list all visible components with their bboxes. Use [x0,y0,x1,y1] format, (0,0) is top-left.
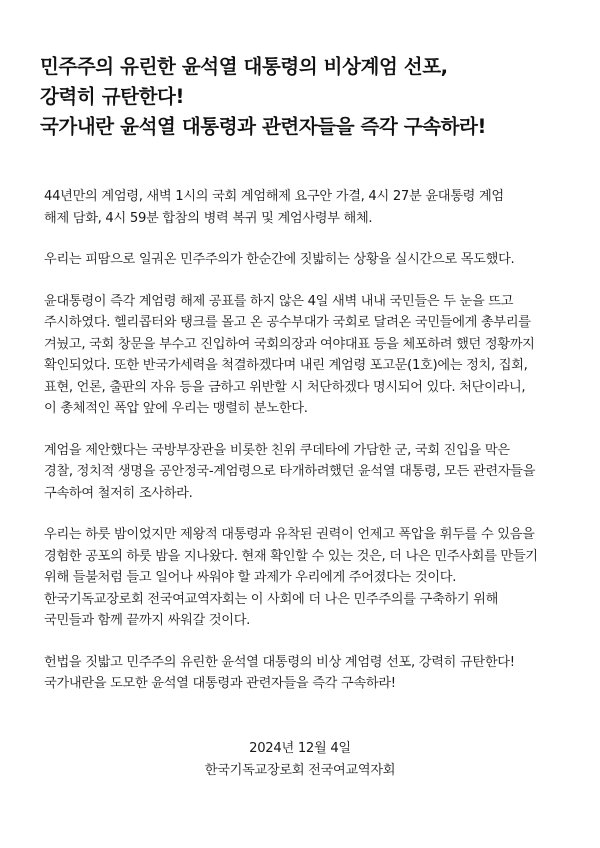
body-line: 계엄을 제안했다는 국방부장관을 비롯한 친위 쿠데타에 가담한 군, 국회 진입을 막은 [44,442,510,458]
statement-body [40,186,560,695]
body-line: 해제 담화, 4시 59분 합참의 병력 복귀 및 계엄사령부 해체. [44,210,373,226]
body-line: 44년만의 계엄령, 새벽 1시의 국회 계엄해제 요구안 가결, 4시 27분 윤대통령 계엄 [44,189,504,204]
title-line: 국가내란 윤석열 대통령과 관련자들을 즉각 구속하라! [40,115,487,138]
body-line: 헌법을 짓밟고 민주주의 유린한 윤석열 대통령의 비상 계엄령 선포, 강력히 규탄한다! [44,654,515,670]
body-line: 경찰, 정치적 생명을 공안정국-계엄령으로 타개하려했던 윤석열 대통령, 모든 관련자들을 [44,464,536,479]
body-line: 주시하였다. 헬리콥터와 탱크를 몰고 온 공수부대가 국회로 달려온 국민들에게 총부리를 [44,315,531,330]
body-line: 윤대통령이 즉각 계엄령 해제 공표를 하지 않은 4일 새벽 내내 국민들은 두 눈을 뜨고 [44,293,514,309]
body-line: 이 총체적인 폭압 앞에 우리는 맹렬히 분노한다. [44,401,308,416]
paragraph-demand-investigation [40,440,560,505]
signature-block [0,738,600,782]
body-line: 우리는 하룻 밤이었지만 제왕적 대통령과 유착된 권력이 언제고 폭압을 휘두를 수 있음을 [44,527,535,542]
body-line: 국가내란을 도모한 윤석열 대통령과 관련자들을 즉각 구속하라! [44,676,396,691]
body-line: 경험한 공포의 하룻 밤을 지나왔다. 현재 확인할 수 있는 것은, 더 나은 민주사회를 만들기 [44,548,538,564]
statement-title [40,52,560,142]
title-line: 강력히 규탄한다! [40,85,184,108]
paragraph-events [40,291,560,420]
body-line: 우리는 피땀으로 일궈온 민주주의가 한순간에 짓밟히는 상황을 실시간으로 목도했다. [44,252,515,267]
body-line: 표현, 언론, 출판의 자유 등을 금하고 위반할 시 처단하겠다 명시되어 있다. 처단이라니, [44,379,526,395]
signature-organization: 한국기독교장로회 전국여교역자회 [204,763,396,778]
body-line: 겨눴고, 국회 창문을 부수고 진입하여 국회의장과 여야대표 등을 체포하려 했던 정황까지 [44,336,535,352]
paragraph-closing-demands [40,652,560,695]
body-line: 확인되었다. 또한 반국가세력을 척결하겠다며 내린 계엄령 포고문(1호)에는 정치, 집회, [44,358,528,373]
body-line: 위해 들불처럼 들고 일어나 싸워야 할 과제가 우리에게 주어졌다는 것이다. [44,570,457,585]
signature-date: 2024년 12월 4일 [249,741,351,756]
body-line: 한국기독교장로회 전국여교역자회는 이 사회에 더 나은 민주주의를 구축하기 위해 [44,591,499,607]
body-line: 구속하여 철저히 조사하라. [44,485,193,501]
title-line: 민주주의 유린한 윤석열 대통령의 비상계엄 선포, [40,55,448,78]
paragraph-commitment [40,524,560,632]
paragraph-witness [40,249,560,271]
paragraph-timeline [40,186,560,229]
body-line: 국민들과 함께 끝까지 싸워갈 것이다. [44,613,251,628]
